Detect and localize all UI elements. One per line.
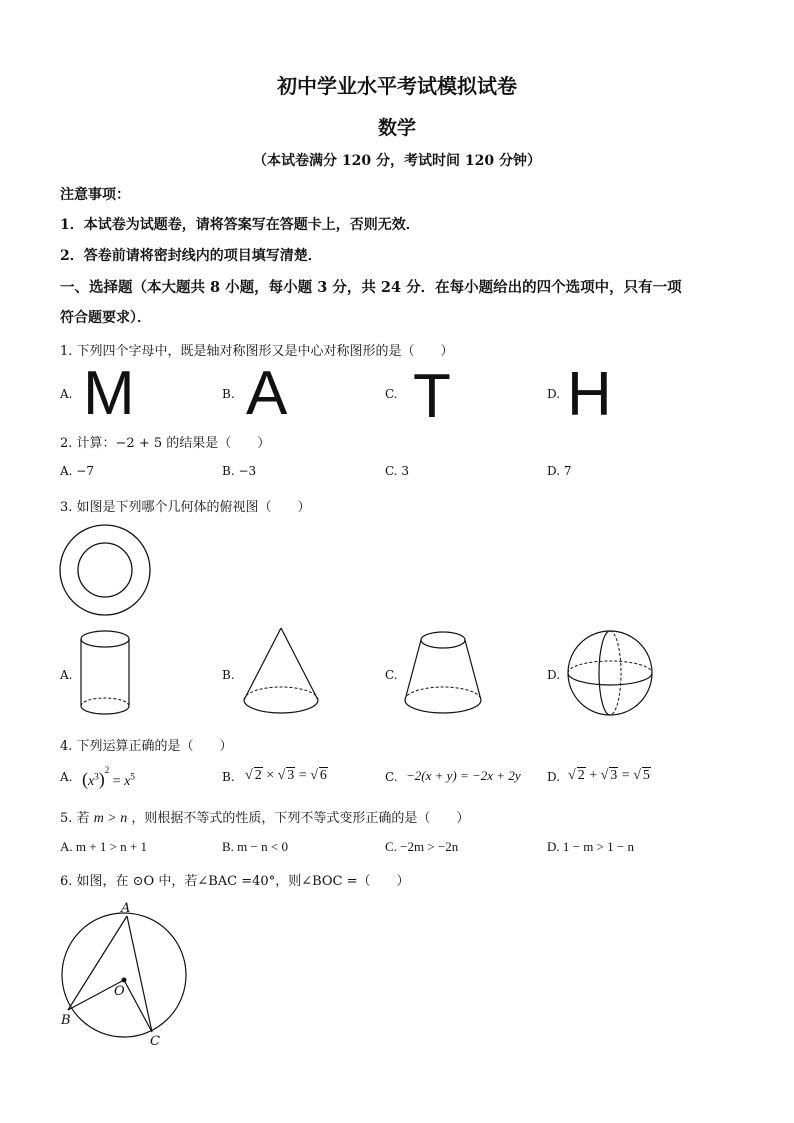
q4-a-base: x [88, 774, 95, 789]
q3-label-b: B. [222, 668, 235, 682]
q3-stem: 3. 如图是下列哪个几何体的俯视图（ ） [60, 500, 311, 515]
q4-option-a-expr: $(x^3)^2 = x^5$ [82, 765, 135, 789]
exam-note: （本试卷满分 120 分，考试时间 120 分钟） [253, 153, 541, 169]
q5-stem-condition: m > n [93, 811, 128, 826]
q5-stem-pre: 5. 若 [60, 811, 90, 826]
q5-option-b: B. m − n < 0 [222, 839, 288, 854]
q5-option-d: D. 1 − m > 1 − n [547, 839, 634, 854]
q1-label-c: C. [385, 387, 398, 401]
q1-stem: 1. 下列四个字母中，既是轴对称图形又是中心对称图形的是（ ） [60, 344, 454, 359]
point-c-label: C [150, 1034, 160, 1049]
q4-d-rad-b: 3 [610, 768, 618, 783]
q1-label-d: D. [547, 387, 561, 401]
chord-ac [127, 916, 152, 1032]
cone-figure [238, 624, 328, 722]
q4-option-b-expr: √ 2 × √ 3 = √ 6 [245, 768, 327, 783]
q1-label-b: B. [222, 387, 235, 401]
q4-stem: 4. 下列运算正确的是（ ） [60, 739, 233, 754]
notice-heading: 注意事项： [60, 187, 130, 203]
section-heading-line-2: 符合题要求）． [60, 310, 151, 326]
top-view-figure [55, 520, 165, 630]
q4-a-outer-exp: 2 [104, 765, 110, 775]
frustum-figure [398, 626, 490, 722]
q5-stem-post: ，则根据不等式的性质，下列不等式变形正确的是（ ） [131, 811, 470, 826]
circle-angle-figure [55, 898, 200, 1053]
cylinder-figure [75, 626, 145, 722]
point-a-label: A [121, 901, 131, 916]
point-o-label: O [114, 984, 125, 999]
q5-stem [60, 807, 469, 827]
q5-option-c: C. −2m > −2n [385, 839, 459, 854]
q4-label-a: A. [60, 770, 73, 784]
q1-label-a: A. [60, 387, 73, 401]
section-heading-line-1: 一、选择题（本大题共 8 小题，每小题 3 分，共 24 分．在每小题给出的四个选项中，只有一项 [60, 279, 682, 296]
q4-b-rad-a: 2 [254, 768, 262, 783]
q1-letter-m: M [83, 359, 135, 428]
circle-o [62, 913, 186, 1037]
q5-option-a: A. m + 1 > n + 1 [60, 839, 147, 854]
q3-label-c: C. [385, 668, 398, 682]
q4-d-rad-c: 5 [642, 768, 650, 783]
top-view-inner-circle [78, 543, 132, 597]
q1-letter-t: T [413, 362, 451, 431]
q4-a-rhs-exp: 5 [130, 771, 135, 782]
q4-label-c: C. [385, 770, 398, 784]
q2-option-b: B. −3 [222, 464, 257, 478]
q4-label-d: D. [547, 770, 561, 784]
q2-option-c: C. 3 [385, 464, 410, 478]
sphere-figure [565, 628, 657, 720]
q3-label-d: D. [547, 668, 561, 682]
point-b-label: B [61, 1013, 71, 1028]
q4-d-rad-a: 2 [577, 768, 585, 783]
q4-option-c-expr: −2(x + y) = −2x + 2y [406, 768, 521, 783]
q3-label-a: A. [60, 668, 73, 682]
radius-oc [124, 980, 152, 1032]
q2-stem: 2. 计算：−2 + 5 的结果是（ ） [60, 436, 271, 451]
q4-b-rad-c: 6 [319, 768, 327, 783]
q6-stem: 6. 如图，在 ⊙O 中，若∠BAC =40°，则∠BOC =（ ） [60, 874, 410, 889]
q1-letter-a: A [246, 359, 288, 428]
q4-b-rad-b: 3 [287, 768, 295, 783]
q2-option-d: D. 7 [547, 464, 572, 478]
notice-item-2: 2．答卷前请将密封线内的项目填写清楚． [60, 248, 322, 264]
q4-label-b: B. [222, 770, 235, 784]
q4-option-d-expr: √ 2 + √ 3 = √ 5 [568, 768, 650, 783]
q1-letter-h: H [567, 360, 612, 429]
subject-title: 数学 [377, 117, 416, 139]
center-point [122, 978, 127, 983]
q4-a-inner-exp: 3 [94, 771, 99, 782]
q2-option-a: A. −7 [60, 464, 94, 478]
top-view-outer-circle [60, 525, 150, 615]
notice-item-1: 1．本试卷为试题卷，请将答案写在答题卡上，否则无效． [60, 217, 420, 233]
q4-a-rhs-base: x [124, 774, 131, 789]
exam-title: 初中学业水平考试模拟试卷 [277, 74, 517, 98]
